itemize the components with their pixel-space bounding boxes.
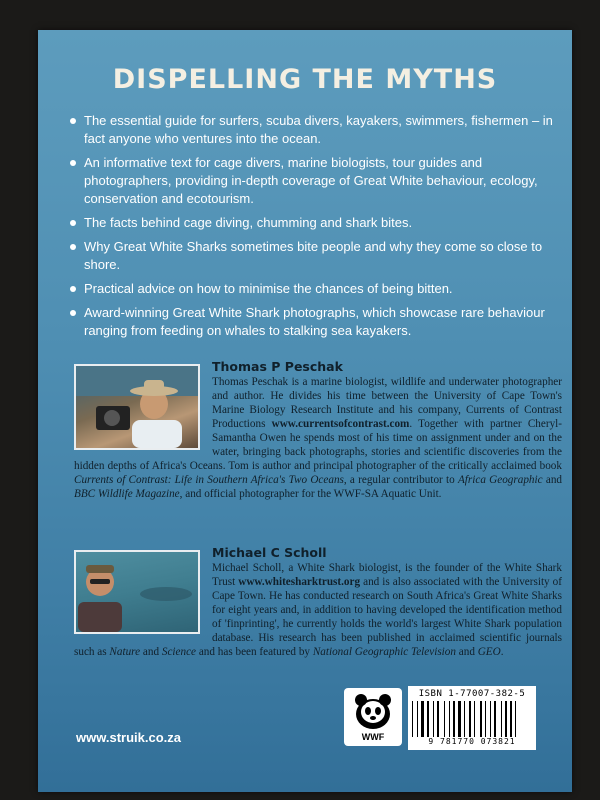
barcode-bar: [430, 701, 432, 737]
bullet-icon: [70, 118, 76, 124]
barcode-bar: [412, 701, 413, 737]
barcode-bar: [462, 701, 463, 737]
barcode-bar: [492, 701, 493, 737]
isbn-label: ISBN 1-77007-382-5: [418, 689, 526, 699]
barcode-bar: [469, 701, 471, 737]
author-website: www.currentsofcontrast.com: [271, 418, 410, 430]
publisher-website: www.struik.co.za: [76, 730, 181, 745]
cover-heading: DISPELLING THE MYTHS: [112, 64, 498, 95]
author-name: Michael C Scholl: [212, 545, 327, 560]
barcode-bar: [503, 701, 504, 737]
bullet-icon: [70, 244, 76, 250]
list-item: The essential guide for surfers, scuba divers, kayakers, swimmers, fishermen – in fact anyone who ventures into the ocean.: [70, 112, 554, 148]
barcode-bar: [421, 701, 424, 737]
barcode-bar: [508, 701, 509, 737]
back-cover: [38, 30, 572, 792]
bullet-icon: [70, 286, 76, 292]
barcode-bar: [440, 701, 443, 737]
barcode-bar: [474, 701, 475, 737]
barcode-bar: [483, 701, 484, 737]
barcode-bar: [444, 701, 445, 737]
barcode-bar: [456, 701, 457, 737]
barcode-bar: [515, 701, 516, 737]
list-item: An informative text for cage divers, marine biologists, tour guides and photographers, providing in-depth coverage of Great White behaviour, ecology, conservation and ecotourism.: [70, 154, 554, 208]
wwf-logo: [344, 688, 402, 746]
barcode-bar: [510, 701, 512, 737]
bullet-icon: [70, 160, 76, 166]
feature-list: [70, 112, 554, 346]
barcode-bar: [451, 701, 452, 737]
author-website: www.whitesharktrust.org: [238, 576, 361, 588]
list-item: Why Great White Sharks sometimes bite people and why they come so close to shore.: [70, 238, 554, 274]
barcode-bar: [490, 701, 491, 737]
panda-icon: [344, 688, 402, 732]
barcode-bar: [494, 701, 496, 737]
barcode-bar: [501, 701, 502, 737]
author-name: Thomas P Peschak: [212, 359, 343, 374]
list-item: Practical advice on how to minimise the chances of being bitten.: [70, 280, 554, 298]
barcode-number: 9 781770 073821: [428, 737, 516, 746]
author-bio-scholl: Michael C Scholl Michael Scholl, a White Shark biologist, is the founder of the White Shark Trust www.whitesharktrust.org and is also associated with the University of Cape Town. He has conducted research on South Africa's Great White Sharks for eight years and, in addition to having developed the identification method of 'finprinting', he currently holds the world's largest White Shark population database. His research has been published in acclaimed scientific journals such as Nature and Science and has been featured by National Geographic Television and GEO.: [74, 545, 562, 658]
barcode-bar: [446, 701, 448, 737]
barcode-bar: [472, 701, 473, 737]
barcode-bar: [449, 701, 450, 737]
barcode-bar: [458, 701, 461, 737]
barcode-bar: [476, 701, 479, 737]
barcode-bar: [480, 701, 482, 737]
barcode-bar: [433, 701, 434, 737]
barcode-bar: [417, 701, 418, 737]
barcode-bar: [437, 701, 439, 737]
wwf-label: WWF: [361, 732, 385, 742]
barcode-bar: [453, 701, 455, 737]
barcode-bars: [412, 701, 532, 737]
barcode-bar: [427, 701, 429, 737]
barcode-bar: [414, 701, 416, 737]
barcode-bar: [425, 701, 426, 737]
barcode-bar: [487, 701, 489, 737]
barcode-bar: [485, 701, 486, 737]
barcode-bar: [466, 701, 468, 737]
bullet-icon: [70, 310, 76, 316]
barcode-bar: [435, 701, 436, 737]
author-bio-peschak: Thomas P Peschak Thomas Peschak is a marine biologist, wildlife and underwater photographer and author. He divides his time between the University of Cape Town's Marine Biology Research Institute and his company, Currents of Contrast Productions www.currentsofcontrast.com. Together with partner Cheryl-Samantha Owen he spends most of his time on assignment under and on the water, bringing back photographs, stories and scientific discoveries from the hidden depths of Africa's Oceans. Tom is author and principal photographer of the critically acclaimed book Currents of Contrast: Life in Southern Africa's Two Oceans, a regular contributor to Africa Geographic and BBC Wildlife Magazine, and official photographer for the WWF-SA Aquatic Unit.: [74, 359, 563, 500]
barcode-bar: [497, 701, 500, 737]
barcode-bar: [464, 701, 465, 737]
barcode-bar: [505, 701, 507, 737]
list-item: The facts behind cage diving, chumming and shark bites.: [70, 214, 554, 232]
barcode-bar: [419, 701, 420, 737]
barcode-bar: [513, 701, 514, 737]
author-photo-peschak: [74, 364, 200, 450]
barcode: [408, 686, 536, 750]
bullet-icon: [70, 220, 76, 226]
list-item: Award-winning Great White Shark photographs, which showcase rare behaviour ranging from feeding on whales to stalking sea kayakers.: [70, 304, 554, 340]
author-photo-scholl: [74, 550, 200, 634]
